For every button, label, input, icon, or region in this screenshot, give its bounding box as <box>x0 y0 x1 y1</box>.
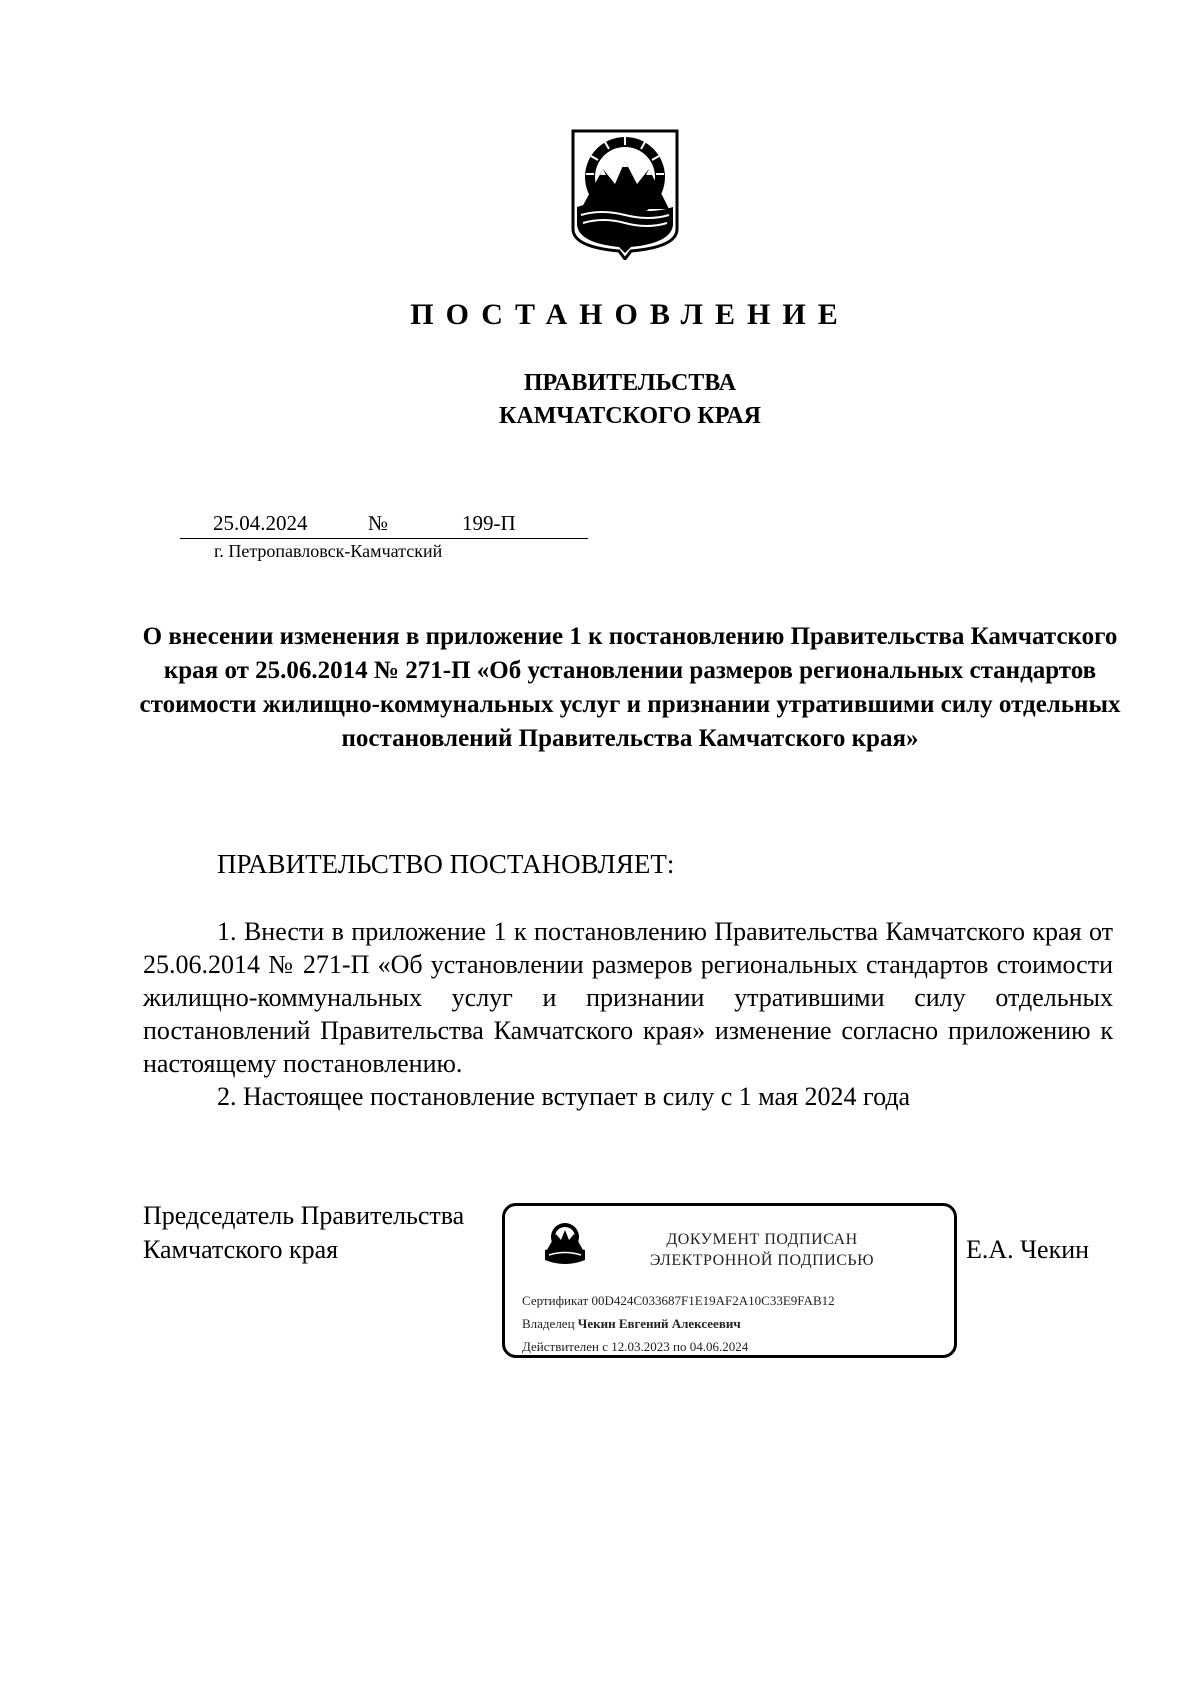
signer-position-line-1: Председатель Правительства <box>143 1201 465 1230</box>
document-number: 199-П <box>462 511 516 535</box>
issuer-line-2: КАМЧАТСКОГО КРАЯ <box>498 403 762 429</box>
number-sign: № <box>368 511 389 535</box>
signer-name: Е.А. Чекин <box>966 1235 1090 1264</box>
stamp-certificate-row <box>522 1293 835 1309</box>
valid-to-label: по <box>673 1339 687 1354</box>
issuer-line-1: ПРАВИТЕЛЬСТВА <box>523 370 737 396</box>
decree-statement: ПРАВИТЕЛЬСТВО ПОСТАНОВЛЯЕТ: <box>217 849 675 879</box>
valid-from: 12.03.2023 <box>611 1339 670 1354</box>
paragraph-1: 1. Внести в приложение 1 к постановлению Правительства Камчатского края от 25.06.2014 № 271-П «Об установлении размеров региональных стандартов стоимости жилищно-коммунальных услуг и признании утратившими силу отдельных постановлений Правительства Камчатского края» изменение согласно приложению к настоящему постановлению. <box>143 917 1113 1078</box>
valid-label: Действителен с <box>522 1339 608 1354</box>
stamp-validity-row <box>522 1339 748 1355</box>
coat-of-arms-icon <box>571 129 679 260</box>
stamp-coat-of-arms-icon <box>541 1220 589 1268</box>
document-date: 25.04.2024 <box>213 511 308 535</box>
electronic-signature-stamp <box>502 1203 957 1358</box>
document-title: О внесении изменения в приложение 1 к постановлению Правительства Камчатского края от 25.06.2014 № 271-П «Об установлении размеров региональных стандартов стоимости жилищно-коммунальных услуг и признании утратившими силу отдельных постановлений Правительства Камчатского края» <box>139 623 1121 752</box>
document-type-heading: ПОСТАНОВЛЕНИЕ <box>410 298 850 331</box>
valid-to: 04.06.2024 <box>689 1339 749 1354</box>
stamp-owner-row <box>522 1316 741 1332</box>
document-city: г. Петропавловск-Камчатский <box>214 541 443 561</box>
stamp-heading-line-2: ЭЛЕКТРОННОЙ ПОДПИСЬЮ <box>649 1252 875 1269</box>
paragraph-2: 2. Настоящее постановление вступает в силу с 1 мая 2024 года <box>217 1082 911 1111</box>
signer-position-line-2: Камчатского края <box>143 1235 339 1264</box>
owner-label: Владелец <box>522 1316 575 1331</box>
stamp-heading-line-1: ДОКУМЕНТ ПОДПИСАН <box>666 1231 858 1248</box>
certificate-value: 00D424C033687F1E19AF2A10C33E9FAB12 <box>591 1293 835 1308</box>
certificate-label: Сертификат <box>522 1293 589 1308</box>
owner-value: Чекин Евгений Алексеевич <box>577 1316 741 1331</box>
